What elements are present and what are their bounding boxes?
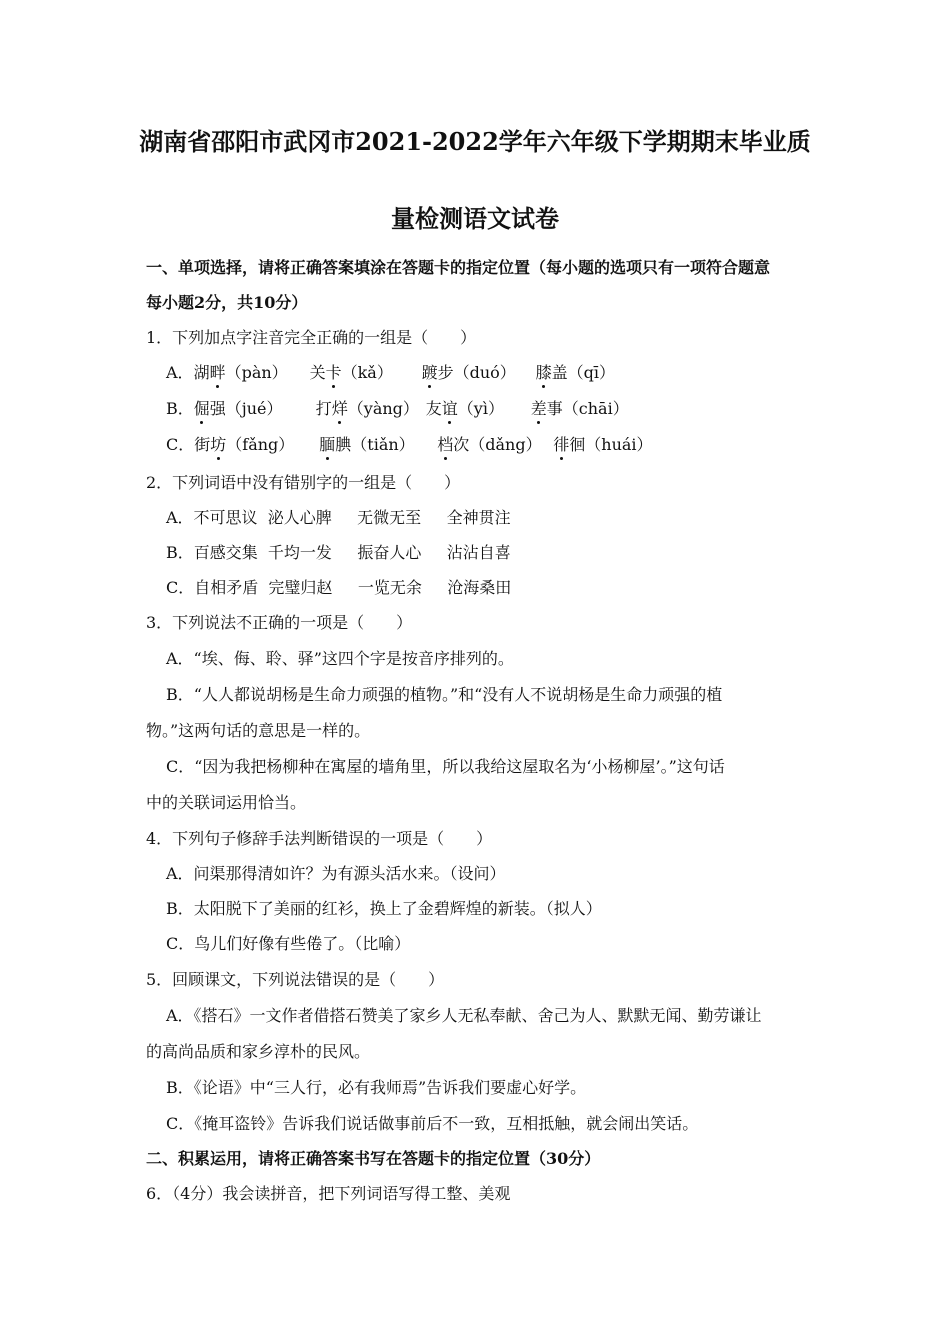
q3-option-b-line1: B．“人人都说胡杨是生命力顽强的植物。”和“没有人不说胡杨是生命力顽强的植 xyxy=(166,685,723,704)
q1-option-b xyxy=(166,398,629,420)
title-line-1: 湖南省邵阳市武冈市2021-2022学年六年级下学期期末毕业质 xyxy=(139,127,811,156)
q5-option-a-line2: 的高尚品质和家乡淳朴的民风。 xyxy=(146,1042,371,1061)
q1-b-item-4: 差事（chāi） xyxy=(530,399,629,418)
q1-option-b-label: B． xyxy=(166,399,194,418)
q3-option-c-line1: C．“因为我把杨柳种在寓屋的墙角里，所以我给这屋取名为‘小杨柳屋’。”这句话 xyxy=(166,757,725,776)
q3-option-b-line2: 物。”这两句话的意思是一样的。 xyxy=(146,721,371,740)
q1-a-item-3: 踱步（duó） xyxy=(421,363,516,382)
q4-stem: 4．下列句子修辞手法判断错误的一项是（ ） xyxy=(146,829,493,848)
q1-a-item-1: 湖畔（pàn） xyxy=(193,363,288,382)
q5-stem: 5．回顾课文，下列说法错误的是（ ） xyxy=(146,970,445,989)
q2-option-b: B．百感交集 千均一发 振奋人心 沾沾自喜 xyxy=(166,543,511,562)
section1-heading-line1: 一、单项选择，请将正确答案填涂在答题卡的指定位置（每小题的选项只有一项符合题意 xyxy=(146,258,771,277)
q6-stem: 6．（4分）我会读拼音，把下列词语写得工整、美观 xyxy=(146,1184,511,1203)
q3-stem: 3．下列说法不正确的一项是（ ） xyxy=(146,613,413,632)
q1-option-c-label: C． xyxy=(166,435,195,454)
q2-stem: 2．下列词语中没有错别字的一组是（ ） xyxy=(146,473,461,492)
q1-option-c xyxy=(166,434,653,456)
q4-option-c: C．鸟儿们好像有些倦了。（比喻） xyxy=(166,934,411,953)
q4-option-b: B．太阳脱下了美丽的红衫，换上了金碧辉煌的新装。（拟人） xyxy=(166,899,602,918)
q1-a-item-4: 膝盖（qī） xyxy=(535,363,615,382)
q1-a-item-2: 关卡（kǎ） xyxy=(309,363,393,382)
section1-heading-line2: 每小题2分，共10分） xyxy=(146,293,308,312)
q2-option-c: C．自相矛盾 完璧归赵 一览无余 沧海桑田 xyxy=(166,578,512,597)
q1-c-item-4: 徘徊（huái） xyxy=(553,435,653,454)
q3-option-a: A．“埃、侮、聆、驿”这四个字是按音序排列的。 xyxy=(166,649,514,668)
q1-c-item-1: 街坊（fǎng） xyxy=(194,435,295,454)
q1-c-item-3: 档次（dǎng） xyxy=(437,435,542,454)
q1-stem: 1．下列加点字注音完全正确的一组是（ ） xyxy=(146,328,477,347)
q1-b-item-2: 打烊（yàng） xyxy=(315,399,419,418)
q1-option-a-label: A． xyxy=(166,363,194,382)
q2-option-a: A．不可思议 泌人心脾 无微无至 全神贯注 xyxy=(166,508,511,527)
title-line-2: 量检测语文试卷 xyxy=(391,204,559,233)
q1-option-a xyxy=(166,362,615,384)
section2-heading: 二、积累运用，请将正确答案书写在答题卡的指定位置（30分） xyxy=(146,1149,601,1168)
q4-option-a: A．问渠那得清如许？为有源头活水来。（设问） xyxy=(166,864,506,883)
q1-c-item-2: 腼腆（tiǎn） xyxy=(319,435,415,454)
q5-option-b: B．《论语》中“三人行，必有我师焉”告诉我们要虚心好学。 xyxy=(166,1078,587,1097)
q5-option-c: C．《掩耳盗铃》告诉我们说话做事前后不一致，互相抵触，就会闹出笑话。 xyxy=(166,1114,699,1133)
q3-option-c-line2: 中的关联词运用恰当。 xyxy=(146,793,307,812)
q1-b-item-3: 友谊（yì） xyxy=(425,399,504,418)
q5-option-a-line1: A．《搭石》一文作者借搭石赞美了家乡人无私奉献、舍己为人、默默无闻、勤劳谦让 xyxy=(166,1006,762,1025)
q1-b-item-1: 倔强（jué） xyxy=(193,399,283,418)
